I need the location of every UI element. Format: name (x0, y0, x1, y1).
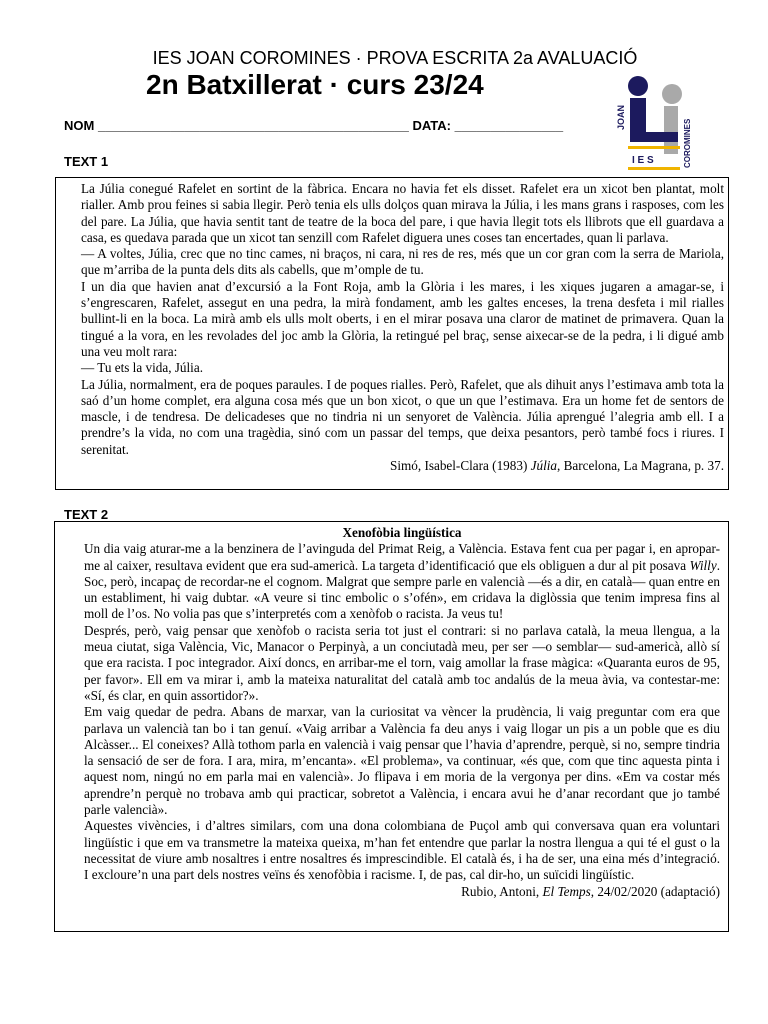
name-date-line (64, 118, 563, 133)
date-blank: _______________ (454, 118, 564, 133)
text2-source (84, 884, 720, 900)
logo-yellow-stripe (628, 146, 680, 149)
text1-paragraph: La Júlia, normalment, era de poques paraules. I de poques rialles. Però, Rafelet, que als dihuit anys l’estimava amb tota la saó d’un home complet, era alguna cosa més que un bon xicot, o que un que l’estimava. Era un home fet de sentors de mascle, i de tendresa. De delicadeses que no tindria ni un senyoret de València. Júlia aprengué l’alegria amb ell. I a prendre’s la vida, no com una tragèdia, sinó com un passar del temps, que deixa pesantors, però també focs i riures. I serenitat. (81, 376, 724, 457)
school-exam-title: IES JOAN COROMINES · PROVA ESCRITA 2a AVALUACIÓ (152, 48, 638, 68)
text2-p1-start: Un dia vaig aturar-me a la benzinera de l’avinguda del Primat Reig, a València. Estava fent cua per pagar i, en apropar-me al caixer, resultava evident que era sud-americà. La targeta d’identificació que els obliguen a dur al pit posava (84, 541, 720, 573)
text1-paragraph: — Tu ets la vida, Júlia. (81, 360, 203, 376)
logo-dark-circle (628, 76, 648, 96)
school-logo (612, 72, 692, 172)
text2-paragraph: Em vaig quedar de pedra. Abans de marxar, van la curiositat va vèncer la prudència, li vaig preguntar com era que parlava un valencià tan bo i tan genuí. «Vaig arribar a València fa deu anys i vaig llogar un pis a un poble que es diu Alcàsser... El coneixes? Allà tothom parla en valencià i vaig pensar que l’havia d’aprendre, perquè, si no, sempre tindria la sensació de ser de fora. I ara, mira, m’encanta». «El problema», va continuar, «és que, com que tinc aquesta pinta i aquest nom, ningú no em parla mai en valencià». Jo flipava i em moria de la vergonya per dins. «Em va costar més aprendre’n perquè no trobava amb qui practicar, sobretot a València, i encara avui he d’anar recordant que jo també parle valencià». (84, 704, 720, 818)
text1-source (81, 458, 724, 474)
text1-box (55, 177, 729, 490)
logo-gray-circle (662, 84, 682, 104)
course-title: 2n Batxillerat · curs 23/24 (146, 69, 484, 100)
text2-title: Xenofòbia lingüística (342, 525, 462, 540)
logo-text-joan: JOAN (616, 104, 626, 130)
text2-source-title: El Temps (542, 883, 591, 899)
text1-source-title: Júlia (530, 458, 558, 474)
text1-paragraph: I un dia que havien anat d’excursió a la Font Roja, amb la Glòria i les mares, i les xiques jugaren a amagar-se, i s’engrescaren, Rafelet, assegut en una pedra, la mirà fondament, amb les galtes enceses, la trena desfeta i mil rialles bullint-li en la boca. La mirà amb els ulls molt oberts, i en el mirar posava una claror de matinet de primavera. Quan la tingué a la vora, en les revolades del joc amb la Glòria, la retingué pel braç, sense aixecar-se de la pedra, i li digué amb una veu molt rara: (81, 278, 724, 359)
text1-paragraph: — A voltes, Júlia, crec que no tinc cames, ni braços, ni cara, ni res de res, més que un cor gran com la serra de Mariola, que m’arriba de la punta dels dits als cabells, que m’omple de tu. (81, 246, 724, 278)
text1-source-publisher: , Barcelona, La Magrana, p. 37. (557, 458, 724, 474)
text2-source-date: , 24/02/2020 (adaptació) (590, 883, 720, 899)
text2-paragraph (84, 541, 720, 622)
name-blank: ___________________________________________ (97, 118, 409, 133)
text2-box (54, 521, 729, 932)
text2-p1-end: . Soc, però, incapaç de recordar-ne el cognom. Malgrat que sempre parle en valencià —és a dir, en català— quan entre en un establiment, hi vaig dubtar. «A veure si tinc embolic o s’ofén», em cridava la diglòssia que tenim impresa fins al moll de l’os. No volia pas que s’interpretés com a xenòfob o racista. Ja veus tu! (84, 557, 720, 622)
logo-dark-base (630, 132, 678, 142)
logo-text-ies: I E S (632, 155, 654, 166)
text2-paragraph: Després, però, vaig pensar que xenòfob o racista seria tot just el contrari: si no parlava català, la meua llengua, a la meua ciutat, siga València, Vic, Manacor o Perpinyà, a un conciutadà meu, per ser —o semblar— sud-americà, allò sí que era racista. I poc integrador. Així doncs, en arribar-me el torn, vaig amollar la frase màgica: «Quaranta euros de 95, per favor». Ell em va mirar i, amb la mateixa naturalitat del català amb toc andalús de la meua àvia, va contestar-me: «Sí, és clar, en quin assortidor?». (84, 622, 720, 703)
text2-heading: TEXT 2 (64, 507, 109, 522)
text1-paragraph: La Júlia conegué Rafelet en sortint de la fàbrica. Encara no havia fet els disset. Rafelet era un xicot ben plantat, molt rialler. Amb prou feines si sabia llegir. Però tenia els ulls dolços quan mirava la Júlia, i les mans grans i rasposes, com les del pare. La Júlia, que havia sentit tant de teatre de la boca del pare, i que havia llegit tots els llibrots que ell guardava a casa, es quedava parada que un xicot tan senzill com Rafelet diguera unes coses tan encertades, quan li parlava. (81, 181, 724, 245)
logo-yellow-stripe-bottom (628, 167, 680, 170)
text1-heading: TEXT 1 (64, 154, 109, 169)
text2-paragraph: Aquestes vivències, i d’altres similars, com una dona colombiana de Puçol amb qui conversava quan era voluntari lingüístic i que em va transmetre la mateixa queixa, m’han fet entendre que parlar la nostra llengua a qui té el gust o la necessitat de viure amb nosaltres i entre nosaltres és imprescindible. El català és, i ha de ser, una eina més d’integració. I excloure’n una part dels nostres veïns és xenofòbia i racisme. I, de pas, cal dir-ho, un suïcidi lingüístic. (84, 818, 720, 883)
name-label: NOM (64, 118, 95, 133)
logo-text-coromines: COROMINES (683, 118, 692, 168)
text2-p1-name: Willy (689, 557, 717, 573)
text2-source-author: Rubio, Antoni, (461, 883, 543, 899)
text1-source-author: Simó, Isabel-Clara (1983) (390, 458, 531, 474)
date-label: DATA: (412, 118, 451, 133)
